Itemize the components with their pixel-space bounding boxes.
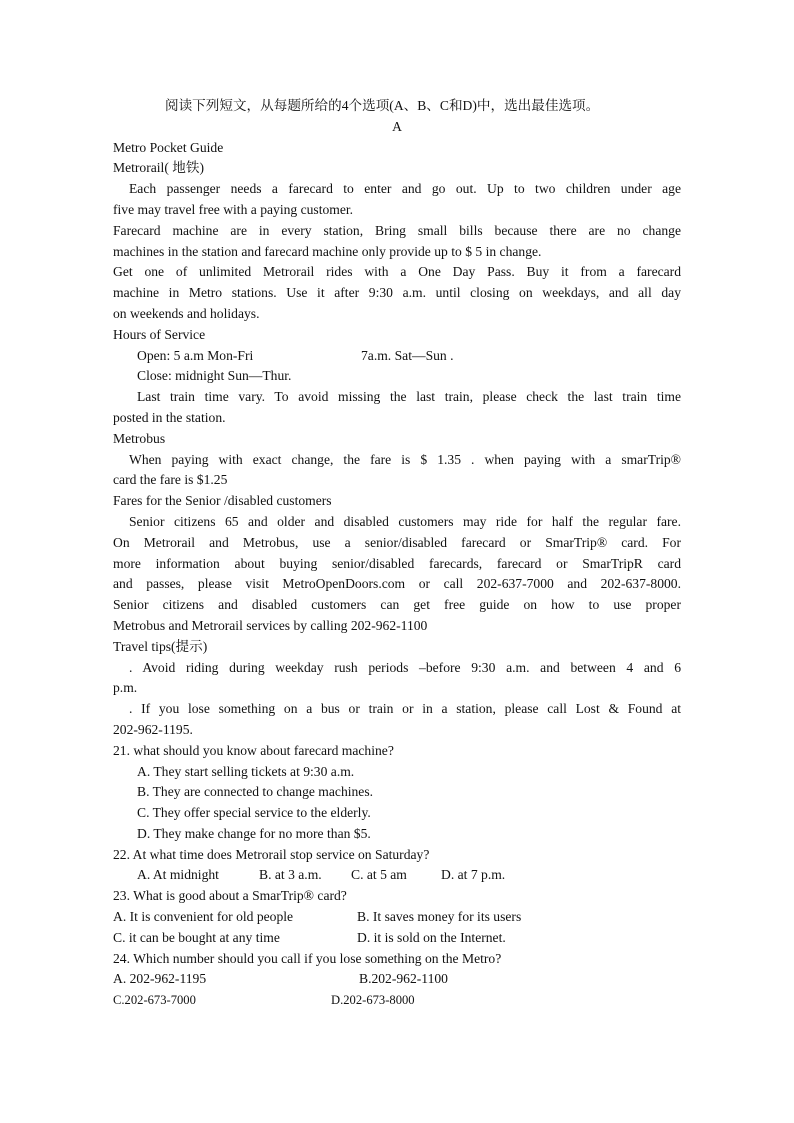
hours-open-weekend: 7a.m. Sat—Sun . xyxy=(361,347,454,363)
metrobus-heading: Metrobus xyxy=(113,430,166,446)
q21-option-c: C. They offer special service to the elderly. xyxy=(137,805,371,821)
fares-p2-line1: Senior citizens and disabled customers can get free guide on how to use proper xyxy=(113,597,681,613)
q21-option-d: D. They make change for no more than $5. xyxy=(137,825,371,841)
q22-option-c: C. at 5 am xyxy=(351,867,407,883)
metrobus-p-line1: When paying with exact change, the fare is $ 1.35 . when paying with a smarTrip® xyxy=(129,451,681,467)
hours-open-weekday: Open: 5 a.m Mon-Fri xyxy=(137,347,254,363)
q21-option-a: A. They start selling tickets at 9:30 a.m. xyxy=(137,763,355,779)
fares-p1-line2: On Metrorail and Metrobus, use a senior/disabled farecard or SmarTrip® card. For xyxy=(113,534,681,550)
q23-options-row1 xyxy=(113,907,681,928)
q24-options-row1 xyxy=(113,969,681,990)
q22-stem: 22. At what time does Metrorail stop service on Saturday? xyxy=(113,846,430,862)
q24-options-row2 xyxy=(113,990,681,1011)
tip2-line2: 202-962-1195. xyxy=(113,721,193,737)
document-page xyxy=(113,96,681,1011)
hours-heading: Hours of Service xyxy=(113,326,206,342)
fares-p1-line1: Senior citizens 65 and older and disabled customers may ride for half the regular fare. xyxy=(129,513,681,529)
q23-option-c: C. it can be bought at any time xyxy=(113,929,280,945)
q24-option-d: D.202-673-8000 xyxy=(331,993,415,1008)
metrorail-p2-line1: Farecard machine are in every station, Bring small bills because there are no change xyxy=(113,222,681,238)
q23-stem: 23. What is good about a SmarTrip® card? xyxy=(113,888,347,904)
tip1-line1: . Avoid riding during weekday rush periods –before 9:30 a.m. and between 4 and 6 xyxy=(129,659,681,675)
q21-option-b: B. They are connected to change machines. xyxy=(137,784,374,800)
metrorail-p1-line1: Each passenger needs a farecard to enter and go out. Up to two children under age xyxy=(129,181,681,197)
fares-p1-line4: and passes, please visit MetroOpenDoors.com or call 202-637-7000 and 202-637-8000. xyxy=(113,576,681,592)
q24-option-c: C.202-673-7000 xyxy=(113,993,196,1008)
metrobus-p-line2: card the fare is $1.25 xyxy=(113,472,228,488)
metrorail-p3-line1: Get one of unlimited Metrorail rides with a One Day Pass. Buy it from a farecard xyxy=(113,264,681,280)
metrorail-p2-line2: machines in the station and farecard machine only provide up to $ 5 in change. xyxy=(113,243,542,259)
tip2-line1: . If you lose something on a bus or train or in a station, please call Lost & Found at xyxy=(129,701,681,717)
q22-options xyxy=(113,865,681,886)
q21-stem: 21. what should you know about farecard machine? xyxy=(113,742,394,758)
metrorail-p3-line2: machine in Metro stations. Use it after 9:30 a.m. until closing on weekdays, and all day xyxy=(113,285,681,301)
q24-option-b: B.202-962-1100 xyxy=(359,971,448,987)
tip1-line2: p.m. xyxy=(113,680,138,696)
fares-heading: Fares for the Senior /disabled customers xyxy=(113,493,332,509)
hours-close: Close: midnight Sun—Thur. xyxy=(137,368,292,384)
fares-p1-line3: more information about buying senior/disabled farecards, farecard or SmarTripR card xyxy=(113,555,681,571)
q23-option-a: A. It is convenient for old people xyxy=(113,909,294,925)
section-letter: A xyxy=(392,118,402,134)
metrorail-heading: Metrorail( 地铁) xyxy=(113,160,204,176)
hours-open-row xyxy=(113,346,681,367)
q24-stem: 24. Which number should you call if you lose something on the Metro? xyxy=(113,950,502,966)
q22-option-a: A. At midnight xyxy=(137,867,219,883)
guide-title: Metro Pocket Guide xyxy=(113,139,224,155)
hours-note-line2: posted in the station. xyxy=(113,409,226,425)
fares-p2-line2: Metrobus and Metrorail services by calling 202-962-1100 xyxy=(113,617,428,633)
q22-option-b: B. at 3 a.m. xyxy=(259,867,322,883)
tips-heading: Travel tips(提示) xyxy=(113,638,208,654)
instruction: 阅读下列短文，从每题所给的4个选项(A、B、C和D)中，选出最佳选项。 xyxy=(165,98,600,113)
q24-option-a: A. 202-962-1195 xyxy=(113,971,207,987)
metrorail-p1-line2: five may travel free with a paying customer. xyxy=(113,201,354,217)
metrorail-p3-line3: on weekends and holidays. xyxy=(113,305,260,321)
q23-option-b: B. It saves money for its users xyxy=(357,909,522,925)
hours-note-line1: Last train time vary. To avoid missing the last train, please check the last train time xyxy=(137,389,681,405)
q23-option-d: D. it is sold on the Internet. xyxy=(357,929,506,945)
q22-option-d: D. at 7 p.m. xyxy=(441,867,506,883)
q23-options-row2 xyxy=(113,928,681,949)
